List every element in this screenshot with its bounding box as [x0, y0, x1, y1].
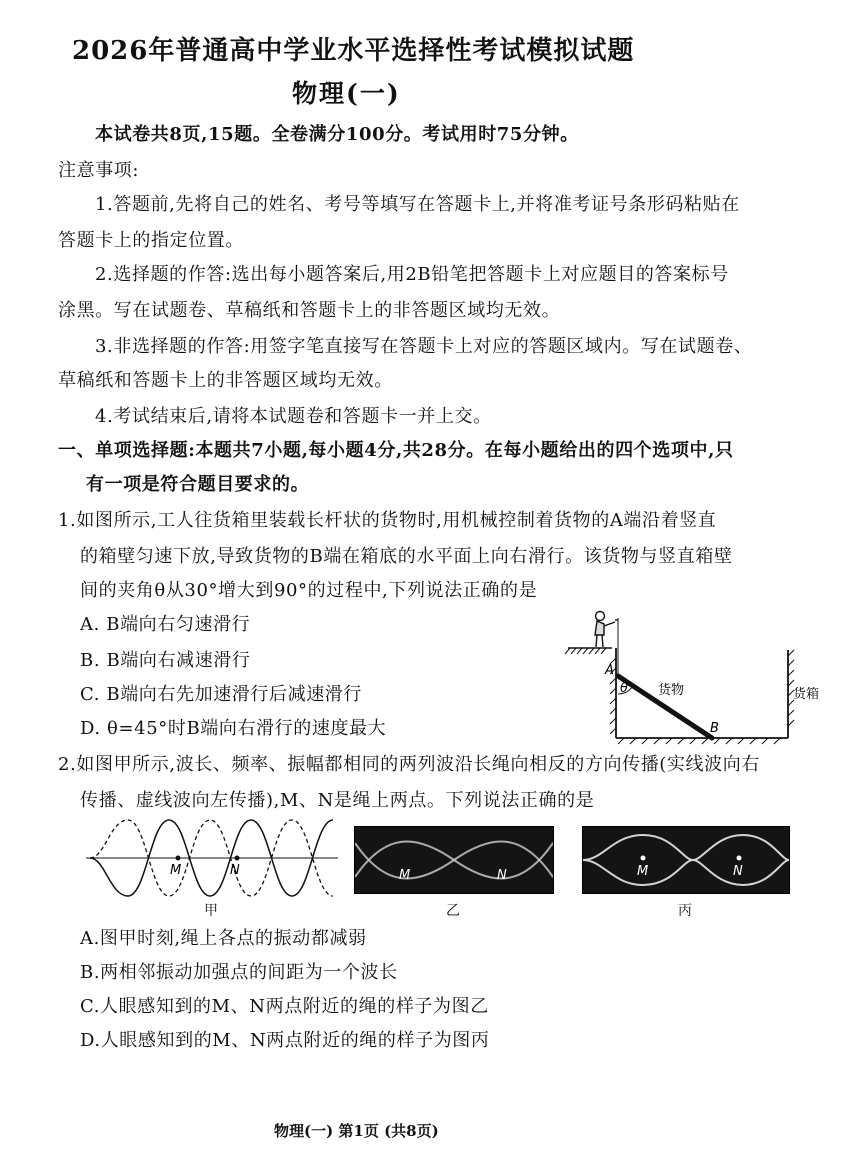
yi-label-m: M — [399, 868, 411, 883]
q1-option-d: D. θ=45°时B端向右滑行的速度最大 — [80, 718, 387, 739]
bing-point-n — [737, 856, 742, 861]
label-box: 货箱 — [793, 687, 820, 702]
q2-option-d: D.人眼感知到的M、N两点附近的绳的样子为图丙 — [80, 1030, 490, 1051]
jia-label-n: N — [230, 863, 240, 878]
q1-stem-line3: 间的夹角θ从30°增大到90°的过程中,下列说法正确的是 — [80, 580, 538, 601]
label-cargo: 货物 — [658, 683, 685, 698]
q2-figure-yi — [354, 826, 554, 894]
q1-stem-line2: 的箱壁匀速下放,导致货物的B端在箱底的水平面上向右滑行。该货物与竖直箱壁 — [80, 546, 733, 567]
q1-figure — [560, 602, 830, 748]
notice-item-1a: 1.答题前,先将自己的姓名、考号等填写在答题卡上,并将准考证号条形码粘贴在 — [95, 194, 740, 215]
jia-label-m: M — [170, 863, 182, 878]
section-heading-b: 有一项是符合题目要求的。 — [86, 474, 310, 495]
notice-item-2a: 2.选择题的作答:选出每小题答案后,用2B铅笔把答题卡上对应题目的答案标号 — [95, 264, 729, 285]
exam-subtitle: 物理(一) — [292, 79, 401, 108]
q2-option-c: C.人眼感知到的M、N两点附近的绳的样子为图乙 — [80, 996, 489, 1017]
worker-icon — [595, 612, 618, 648]
q2-stem-line1: 2.如图甲所示,波长、频率、振幅都相同的两列波沿长绳向相反的方向传播(实线波向右 — [58, 754, 760, 775]
bing-caption: 丙 — [678, 903, 692, 919]
bing-label-m: M — [637, 864, 649, 879]
exam-intro: 本试卷共8页,15题。全卷满分100分。考试用时75分钟。 — [95, 124, 579, 145]
yi-caption: 乙 — [446, 903, 460, 919]
bing-point-m — [641, 856, 646, 861]
q1-option-c: C. B端向右先加速滑行后减速滑行 — [80, 684, 363, 705]
q2-stem-line2: 传播、虚线波向左传播),M、N是绳上两点。下列说法正确的是 — [80, 790, 595, 811]
bing-rope-lower — [583, 860, 789, 885]
notice-item-3a: 3.非选择题的作答:用签字笔直接写在答题卡上对应的答题区域内。写在试题卷、 — [95, 336, 753, 357]
notice-item-1b: 答题卡上的指定位置。 — [58, 230, 244, 251]
label-b: B — [710, 721, 719, 736]
q1-option-b: B. B端向右减速滑行 — [80, 650, 251, 671]
ledge-hatching — [565, 648, 606, 654]
notice-item-2b: 涂黑。写在试题卷、草稿纸和答题卡上的非答题区域均无效。 — [58, 300, 561, 321]
bing-photo — [583, 827, 789, 893]
notice-item-3b: 草稿纸和答题卡上的非答题区域均无效。 — [58, 370, 393, 391]
yi-label-n: N — [497, 868, 507, 883]
label-a: A — [605, 663, 614, 678]
section-heading-a: 一、单项选择题:本题共7小题,每小题4分,共28分。在每小题给出的四个选项中,只 — [58, 440, 734, 461]
notice-heading: 注意事项: — [58, 160, 140, 181]
point-n — [235, 856, 240, 861]
yi-photo — [355, 827, 553, 893]
q2-option-a: A.图甲时刻,绳上各点的振动都减弱 — [80, 928, 367, 949]
q1-option-a: A. B端向右匀速滑行 — [80, 614, 251, 635]
waves-diagram — [82, 816, 342, 900]
page-footer: 物理(一) 第1页 (共8页) — [274, 1122, 439, 1140]
q2-figure-jia — [82, 816, 342, 918]
q1-diagram — [560, 602, 830, 748]
bing-rope-upper — [583, 835, 789, 860]
exam-title: 2026年普通高中学业水平选择性考试模拟试题 — [72, 36, 635, 66]
q1-stem-line1: 1.如图所示,工人往货箱里装载长杆状的货物时,用机械控制着货物的A端沿着竖直 — [58, 510, 717, 531]
label-theta: θ — [620, 681, 628, 696]
point-m — [176, 856, 181, 861]
notice-item-4: 4.考试结束后,请将本试题卷和答题卡一并上交。 — [95, 406, 492, 427]
floor-hatching — [618, 738, 780, 744]
jia-caption: 甲 — [204, 903, 218, 919]
q2-option-b: B.两相邻振动加强点的间距为一个波长 — [80, 962, 398, 983]
q2-figure-bing — [582, 826, 790, 894]
bing-label-n: N — [733, 864, 743, 879]
